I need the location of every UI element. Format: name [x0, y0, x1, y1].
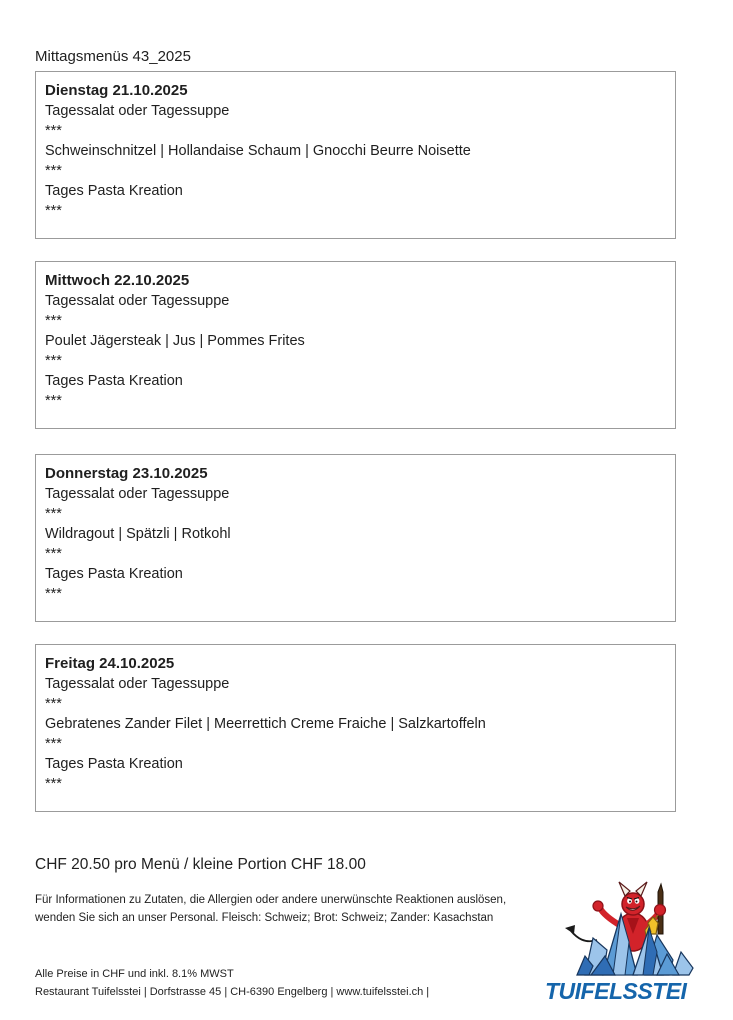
pasta-line: Tages Pasta Kreation: [45, 183, 183, 199]
separator: ***: [45, 506, 62, 522]
starter-line: Tagessalat oder Tagessuppe: [45, 103, 230, 119]
pasta-line: Tages Pasta Kreation: [45, 373, 183, 389]
separator: ***: [45, 776, 62, 792]
menu-day-header: Dienstag 21.10.2025: [45, 82, 188, 99]
footer: [35, 966, 429, 1001]
menu-day-header: Donnerstag 23.10.2025: [45, 465, 208, 482]
menu-day-header: Freitag 24.10.2025: [45, 655, 175, 672]
footer-address-line: Restaurant Tuifelsstei | Dorfstrasse 45 | CH-6390 Engelberg | www.tuifelsstei.ch |: [35, 985, 430, 998]
main-course-line: Gebratenes Zander Filet | Meerrettich Creme Fraiche | Salzkartoffeln: [45, 716, 486, 732]
main-course-line: Schweinschnitzel | Hollandaise Schaum | Gnocchi Beurre Noisette: [45, 143, 471, 159]
pasta-line: Tages Pasta Kreation: [45, 566, 183, 582]
main-course-line: Wildragout | Spätzli | Rotkohl: [45, 526, 231, 542]
separator: ***: [45, 163, 62, 179]
menu-box-dienstag: [35, 71, 676, 239]
restaurant-logo: [545, 880, 710, 1012]
separator: ***: [45, 203, 62, 219]
menu-box-donnerstag: [35, 454, 676, 622]
devil-crystal-logo-icon: [545, 880, 700, 977]
separator: ***: [45, 586, 62, 602]
menu-box-mittwoch: [35, 261, 676, 429]
allergen-info-line2: wenden Sie sich an unser Personal. Fleisch: Schweiz; Brot: Schweiz; Zander: Kasachstan: [35, 911, 494, 924]
separator: ***: [45, 123, 62, 139]
main-course-line: Poulet Jägersteak | Jus | Pommes Frites: [45, 333, 305, 349]
allergen-info: [35, 892, 506, 927]
footer-vat-line: Alle Preise in CHF und inkl. 8.1% MWST: [35, 968, 234, 980]
menu-day-header: Mittwoch 22.10.2025: [45, 272, 190, 289]
starter-line: Tagessalat oder Tagessuppe: [45, 676, 230, 692]
starter-line: Tagessalat oder Tagessuppe: [45, 293, 230, 309]
allergen-info-line1: Für Informationen zu Zutaten, die Allergien oder andere unerwünschte Reaktionen auslösen,: [35, 894, 507, 906]
separator: ***: [45, 736, 62, 752]
separator: ***: [45, 696, 62, 712]
separator: ***: [45, 313, 62, 329]
starter-line: Tagessalat oder Tagessuppe: [45, 486, 230, 502]
separator: ***: [45, 353, 62, 369]
menu-box-freitag: [35, 644, 676, 812]
logo-wordmark: TUIFELSSTEI: [545, 978, 687, 1004]
price-line: CHF 20.50 pro Menü / kleine Portion CHF 18.00: [35, 856, 366, 873]
pasta-line: Tages Pasta Kreation: [45, 756, 183, 772]
separator: ***: [45, 546, 62, 562]
page-title: Mittagsmenüs 43_2025: [35, 48, 191, 65]
separator: ***: [45, 393, 62, 409]
